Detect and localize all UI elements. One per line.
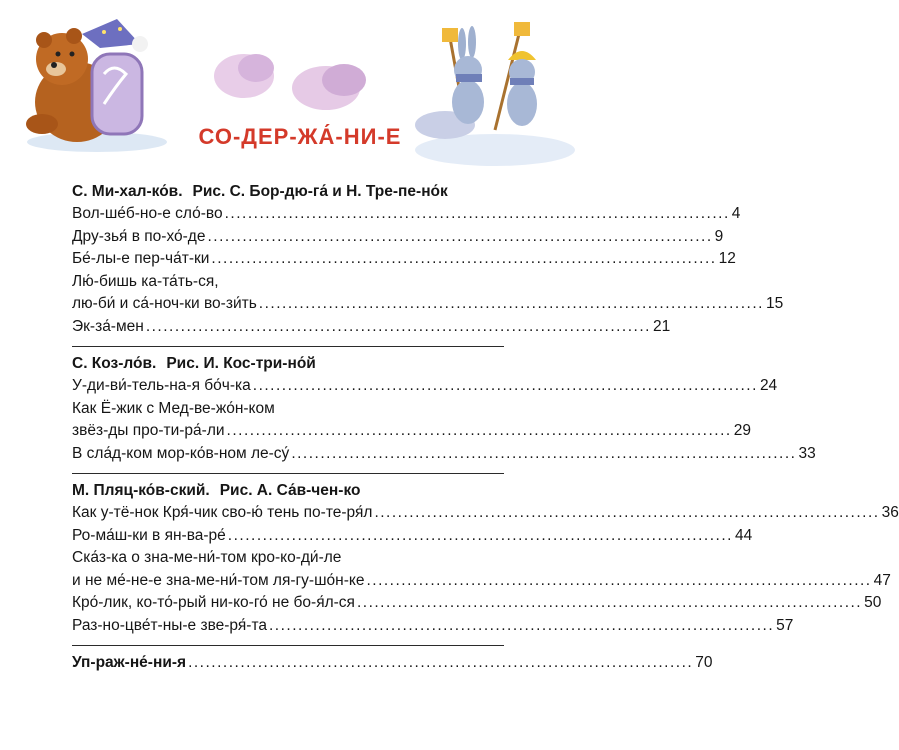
section-author: М. Пляц-ко́в-ский. [72, 482, 210, 499]
page-number: 50 [864, 594, 882, 611]
toc-entry[interactable]: В сла́д-ком мор-ко́в-ном ле-су́ ....................................................................................... 33 [72, 443, 504, 466]
toc-section [72, 181, 784, 338]
dot-leader: ....................................................................................... [366, 571, 872, 589]
dot-leader: ....................................................................................... [252, 377, 758, 394]
toc-entry[interactable]: Кро́-лик, ко-то́-рый ни-ко-го́ не бо-я́л-ся ....................................................................................... 50 [72, 592, 504, 615]
page-number: 24 [759, 377, 778, 394]
section-header [72, 181, 504, 203]
section-author: С. Коз-ло́в. [72, 355, 157, 372]
page-number: 57 [776, 616, 794, 634]
page-number: 70 [695, 654, 713, 671]
page-number: 15 [765, 295, 784, 312]
toc-entry-first-line: Ска́з-ка о зна-ме-ни́-том кро-ко-ди́-ле [72, 549, 342, 566]
toc-entry[interactable]: Дру-зья́ в по-хо́-де ....................................................................................... 9 [72, 226, 504, 249]
page-title: СО-ДЕР-ЖА́-НИ-Е [198, 124, 402, 149]
page-number: 44 [734, 526, 753, 544]
toc-entry-first-line: Как Ё-жик с Мед-ве-жо́н-ком [72, 399, 275, 417]
dot-leader: ....................................................................................... [356, 594, 863, 611]
dot-leader: ....................................................................................... [258, 295, 764, 312]
page-number: 9 [714, 227, 724, 245]
dot-leader: ....................................................................................... [226, 422, 732, 439]
toc-entry[interactable]: Бе́-лы-е пер-ча́т-ки ....................................................................................... 12 [72, 248, 504, 271]
dot-leader: ....................................................................................... [268, 616, 775, 634]
toc-entry[interactable]: У-ди-ви́-тель-на-я бо́ч-ка ....................................................................................... 24 [72, 375, 504, 398]
page-number: 29 [733, 422, 751, 439]
section-illustrator: Рис. С. Бор-дю-га́ и Н. Тре-пе-но́к [192, 183, 448, 200]
toc-section [72, 480, 899, 637]
toc-entry[interactable]: лю-би́ и са́-ноч-ки во-зи́ть ....................................................................................... 15 [72, 293, 504, 316]
dot-leader: ....................................................................................... [291, 444, 797, 462]
toc-entry-exercises[interactable]: Уп-раж-не́-ни-я ....................................................................................... 70 [72, 652, 504, 675]
section-divider [72, 346, 504, 347]
page-header [0, 0, 600, 178]
section-author: С. Ми-хал-ко́в. [72, 183, 183, 200]
toc-entry[interactable]: и не ме́-не-е зна-ме-ни́-том ля-гу-шо́н-ке ....................................................................................... 47 [72, 570, 504, 593]
dot-leader: ....................................................................................... [227, 526, 733, 544]
page-number: 4 [731, 205, 741, 222]
table-of-contents [72, 181, 899, 675]
toc-entry[interactable]: Раз-но-цве́т-ны-е зве-ря́-та ....................................................................................... 57 [72, 615, 504, 638]
page-number: 33 [798, 444, 816, 462]
dot-leader: ....................................................................................... [188, 654, 694, 671]
toc-entry-first-line: Лю́-бишь ка-та́ть-ся, [72, 272, 219, 290]
toc-entry[interactable]: звёз-ды про-ти-ра́-ли ....................................................................................... 29 [72, 420, 504, 443]
toc-entry[interactable]: Вол-ше́б-но-е сло́-во ....................................................................................... 4 [72, 203, 504, 226]
section-illustrator: Рис. А. Са́в-чен-ко [219, 482, 361, 499]
toc-section [72, 353, 816, 465]
dot-leader: ....................................................................................... [374, 504, 880, 521]
cloud-illustration [196, 38, 396, 118]
section-illustrator: Рис. И. Кос-три-но́й [166, 355, 316, 372]
section-header [72, 480, 504, 502]
toc-entry[interactable]: Ро-ма́ш-ки в ян-ва-ре́ ....................................................................................... 44 [72, 525, 504, 548]
page-number: 47 [873, 571, 891, 589]
dot-leader: ....................................................................................... [211, 250, 717, 267]
toc-entry[interactable]: Эк-за́-мен ....................................................................................... 21 [72, 316, 504, 339]
page-number: 36 [881, 504, 899, 521]
dot-leader: ....................................................................................... [207, 227, 713, 245]
section-header [72, 353, 504, 375]
dot-leader: ....................................................................................... [224, 205, 730, 222]
page-number: 12 [718, 250, 736, 267]
toc-entry[interactable]: Как у-тё-нок Кря́-чик сво-ю́ тень по-те-ря́л ....................................................................................... 36 [72, 502, 504, 525]
section-divider [72, 645, 504, 646]
dot-leader: ....................................................................................... [145, 317, 651, 335]
section-divider [72, 473, 504, 474]
page-number: 21 [652, 317, 671, 335]
